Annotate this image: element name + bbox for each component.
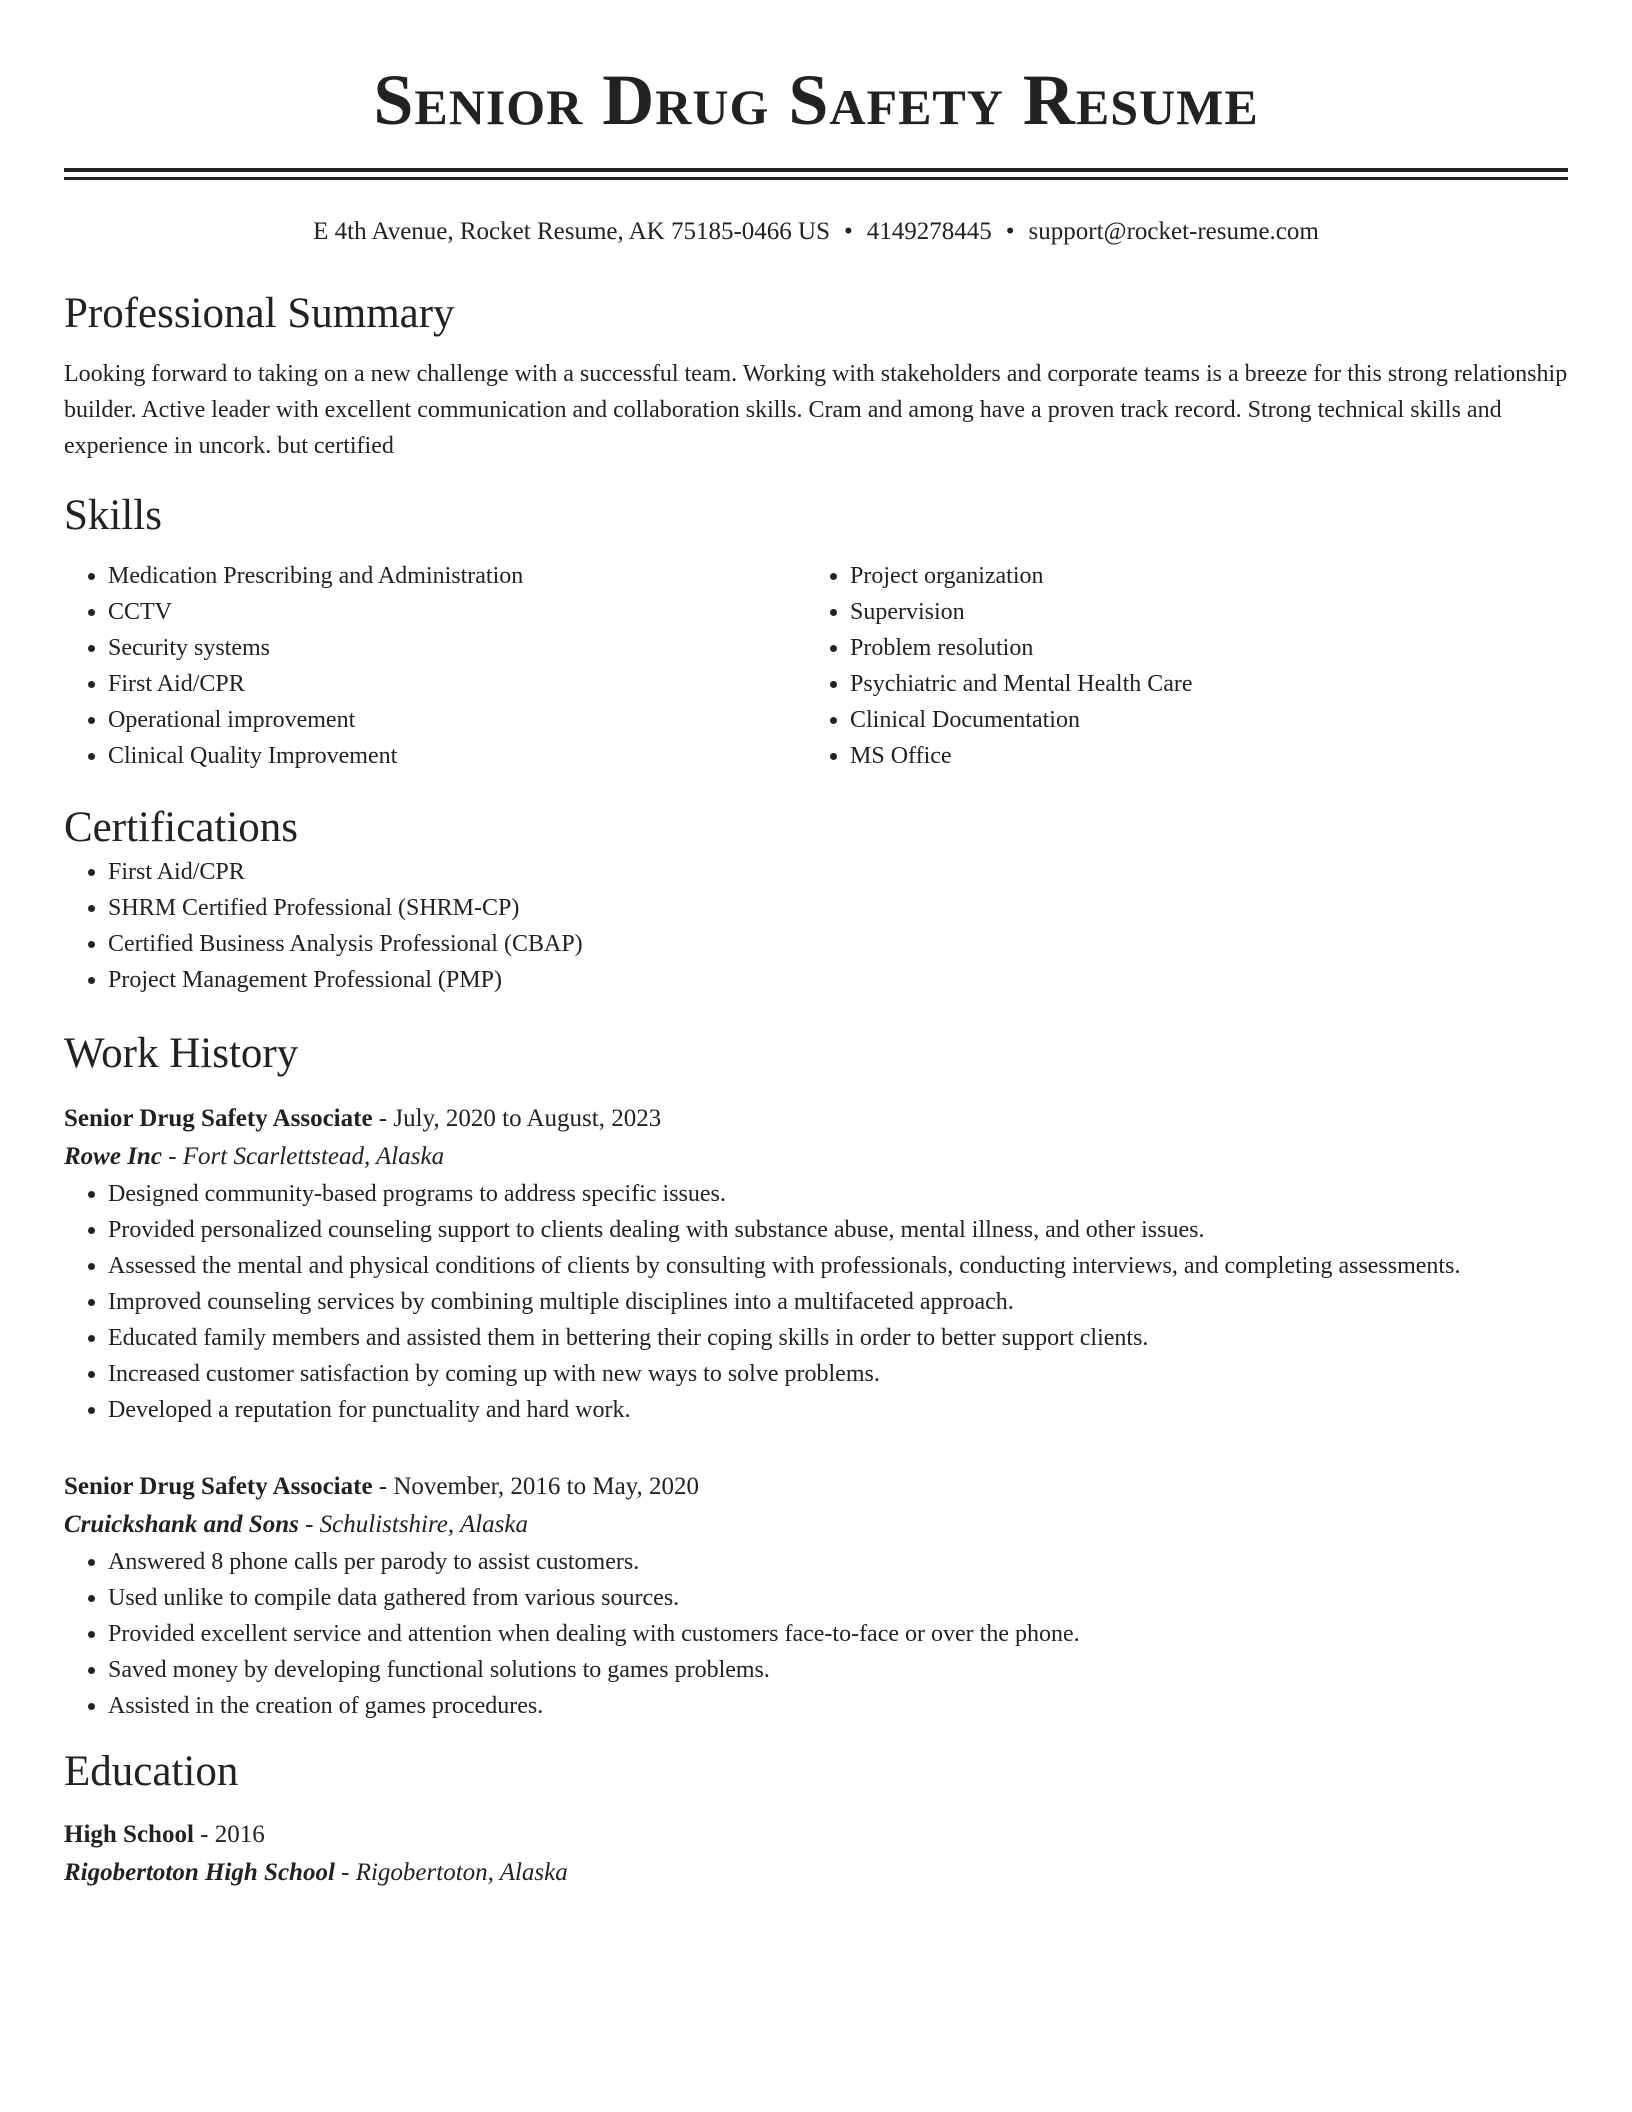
skill-item: • First Aid/CPR [108,666,806,702]
certification-item: • Project Management Professional (PMP) [108,962,1568,998]
title-rule-thick [64,168,1568,172]
contact-separator: • [844,218,853,245]
job-role: Senior Drug Safety Associate [64,1105,373,1132]
education-heading: Education [64,1748,239,1795]
certification-item: • First Aid/CPR [108,854,1568,890]
skill-item: • Security systems [108,630,806,666]
contact-line [64,216,1568,248]
job-duties-list [64,1176,1568,1428]
certification-item: • SHRM Certified Professional (SHRM-CP) [108,890,1568,926]
job-company: Rowe Inc [64,1143,162,1170]
skills-grid [64,558,1568,774]
job-duty: • Educated family members and assisted them in bettering their coping skills in order to better support clients. [108,1320,1568,1356]
skill-item: • Clinical Quality Improvement [108,738,806,774]
skills-heading: Skills [64,492,162,539]
certifications-heading: Certifications [64,804,299,851]
skill-item: • Psychiatric and Mental Health Care [850,666,1548,702]
skills-list-left [64,558,806,774]
job-duty: • Saved money by developing functional solutions to games problems. [108,1652,1568,1688]
education-entry [64,1816,1568,1892]
skill-item: • Project organization [850,558,1548,594]
work-history-heading: Work History [64,1030,299,1077]
job-header: Senior Drug Safety Associate - November, 2016 to May, 2020 [64,1473,700,1500]
certification-item: • Certified Business Analysis Professional (CBAP) [108,926,1568,962]
contact-email: support@rocket-resume.com [1028,218,1319,245]
job-duty: • Assisted in the creation of games procedures. [108,1688,1568,1724]
job-duty: • Provided excellent service and attention when dealing with customers face-to-face or over the phone. [108,1616,1568,1652]
skills-column-right [806,558,1548,774]
job-dates: November, 2016 to May, 2020 [393,1473,700,1500]
contact-phone: 4149278445 [866,218,992,245]
skill-item: • Medication Prescribing and Administration [108,558,806,594]
skill-item: • Problem resolution [850,630,1548,666]
education-school: Rigobertoton High School [64,1859,335,1886]
title-rule-thin [64,177,1568,180]
contact-separator: • [1005,218,1015,245]
skills-column-left [64,558,806,774]
job-location: Fort Scarlettstead, Alaska [182,1143,445,1170]
skill-item: • MS Office [850,738,1548,774]
skill-item: • Clinical Documentation [850,702,1548,738]
contact-address: E 4th Avenue, Rocket Resume, AK 75185-0466 US [313,218,831,245]
job-employer: Rowe Inc - Fort Scarlettstead, Alaska [64,1143,445,1170]
job-duty: • Improved counseling services by combining multiple disciplines into a multifaceted approach. [108,1284,1568,1320]
certifications-list [64,854,1568,998]
summary-text: Looking forward to taking on a new challenge with a successful team. Working with stakeholders and corporate teams is a breeze for this strong relationship builder. Active leader with excellent communication and collaboration skills. Cram and among have a proven track record. Strong technical skills and experience in uncork. but certified [64,361,1568,459]
job-employer: Cruickshank and Sons - Schulistshire, Alaska [64,1511,528,1538]
job-duty: • Developed a reputation for punctuality and hard work. [108,1392,1568,1428]
skills-list-right [806,558,1548,774]
skill-item: • Operational improvement [108,702,806,738]
job-company: Cruickshank and Sons [64,1511,299,1538]
education-location: Rigobertoton, Alaska [355,1859,568,1886]
job-role: Senior Drug Safety Associate [64,1473,373,1500]
job-duty: • Used unlike to compile data gathered from various sources. [108,1580,1568,1616]
resume-title: Senior Drug Safety Resume [373,60,1259,140]
skill-item: • CCTV [108,594,806,630]
education-institution: Rigobertoton High School - Rigobertoton, Alaska [64,1859,568,1886]
job-header: Senior Drug Safety Associate - July, 2020 to August, 2023 [64,1105,662,1132]
job-dates: July, 2020 to August, 2023 [393,1105,662,1132]
education-degree: High School [64,1821,194,1848]
job-duty: • Designed community-based programs to address specific issues. [108,1176,1568,1212]
summary-heading: Professional Summary [64,290,455,337]
job-entry [64,1468,1568,1724]
education-year: 2016 [214,1821,265,1848]
job-duty: • Provided personalized counseling support to clients dealing with substance abuse, mental illness, and other issues. [108,1212,1568,1248]
job-duties-list [64,1544,1568,1724]
job-entry [64,1100,1568,1428]
skill-item: • Supervision [850,594,1548,630]
education-header: High School - 2016 [64,1821,265,1848]
job-duty: • Answered 8 phone calls per parody to assist customers. [108,1544,1568,1580]
job-duty: • Increased customer satisfaction by coming up with new ways to solve problems. [108,1356,1568,1392]
job-location: Schulistshire, Alaska [319,1511,528,1538]
job-duty: • Assessed the mental and physical conditions of clients by consulting with professionals, conducting interviews, and completing assessments. [108,1248,1568,1284]
